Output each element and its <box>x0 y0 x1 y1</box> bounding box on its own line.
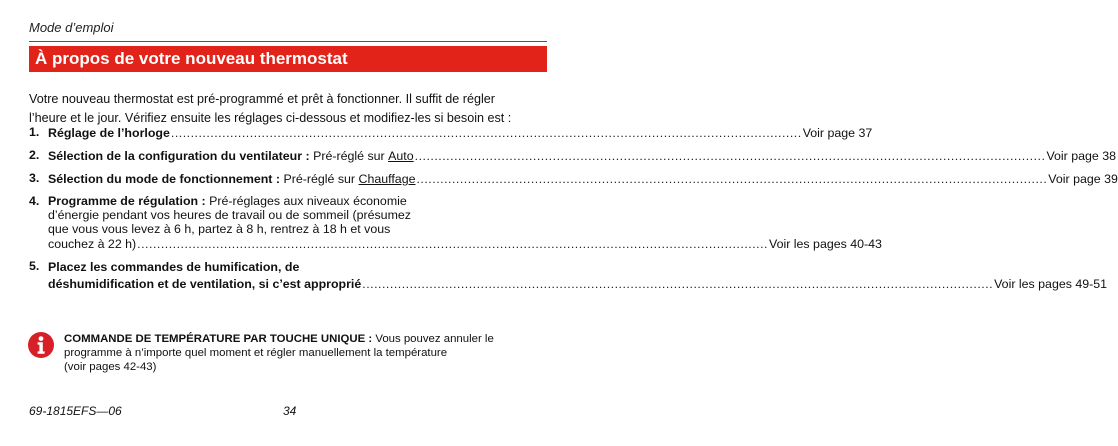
list-item <box>29 194 882 253</box>
list-item <box>29 125 873 142</box>
item-number: 1. <box>29 125 40 139</box>
list-item <box>29 259 1108 293</box>
page-reference: Voir page 39 <box>1048 172 1118 186</box>
note-heading: COMMANDE DE TEMPÉRATURE PAR TOUCHE UNIQUE : <box>64 333 373 345</box>
note-text: (voir pages 42-43) <box>64 361 157 373</box>
page-reference: Voir les pages 40-43 <box>768 237 882 251</box>
header-rule <box>29 41 547 42</box>
item-title: Sélection de la configuration du ventilateur : <box>48 149 310 163</box>
preset-value: Chauffage <box>358 172 416 186</box>
item-text: d’énergie pendant vos heures de travail ou de sommeil (présumez <box>48 208 411 222</box>
item-title: Sélection du mode de fonctionnement : <box>48 172 280 186</box>
info-icon <box>27 331 55 359</box>
leader-dots: ................................................................................................................................................................ <box>137 237 768 251</box>
item-text: couchez à 22 h) <box>48 237 137 251</box>
item-title: Placez les commandes de humification, de <box>48 260 300 274</box>
preset-value: Auto <box>388 149 414 163</box>
item-text: que vous vous levez à 6 h, partez à 8 h, rentrez à 18 h et vous <box>48 222 391 236</box>
note-text: programme à n’importe quel moment et régler manuellement la température <box>64 347 448 359</box>
note-text: Vous pouvez annuler le <box>372 333 494 345</box>
item-number: 5. <box>29 259 40 273</box>
settings-list <box>29 125 1118 299</box>
item-title: Programme de régulation : <box>48 194 206 208</box>
item-number: 2. <box>29 148 40 162</box>
running-title: Mode d’emploi <box>29 20 114 35</box>
note-callout <box>64 332 544 374</box>
item-title: Réglage de l’horloge <box>48 126 170 140</box>
list-item <box>29 171 1118 188</box>
leader-dots: ................................................................................................................................................................ <box>362 277 994 291</box>
page-reference: Voir page 37 <box>802 126 873 140</box>
item-number: 4. <box>29 194 40 208</box>
page-reference: Voir page 38 <box>1046 149 1117 163</box>
item-title: déshumidification et de ventilation, si c’est approprié <box>48 277 362 291</box>
document-code: 69-1815EFS—06 <box>29 404 122 418</box>
page-number: 34 <box>283 404 297 418</box>
intro-line: l’heure et le jour. Vérifiez ensuite les réglages ci-dessous et modifiez-les si besoin est : <box>29 111 512 125</box>
intro-line: Votre nouveau thermostat est pré-programmé et prêt à fonctionner. Il suffit de régler <box>29 92 495 106</box>
preset-prefix: Pré-réglé sur <box>309 149 389 163</box>
intro-paragraph <box>29 90 554 128</box>
preset-prefix: Pré-réglé sur <box>280 172 359 186</box>
page-reference: Voir les pages 49-51 <box>994 277 1108 291</box>
leader-dots: ................................................................................................................................................................ <box>416 172 1048 186</box>
item-text: Pré-réglages aux niveaux économie <box>205 194 407 208</box>
list-item <box>29 148 1117 165</box>
section-title: À propos de votre nouveau thermostat <box>29 46 547 72</box>
leader-dots: ................................................................................................................................................................ <box>414 149 1046 163</box>
leader-dots: ................................................................................................................................................................ <box>170 126 802 140</box>
item-number: 3. <box>29 171 40 185</box>
